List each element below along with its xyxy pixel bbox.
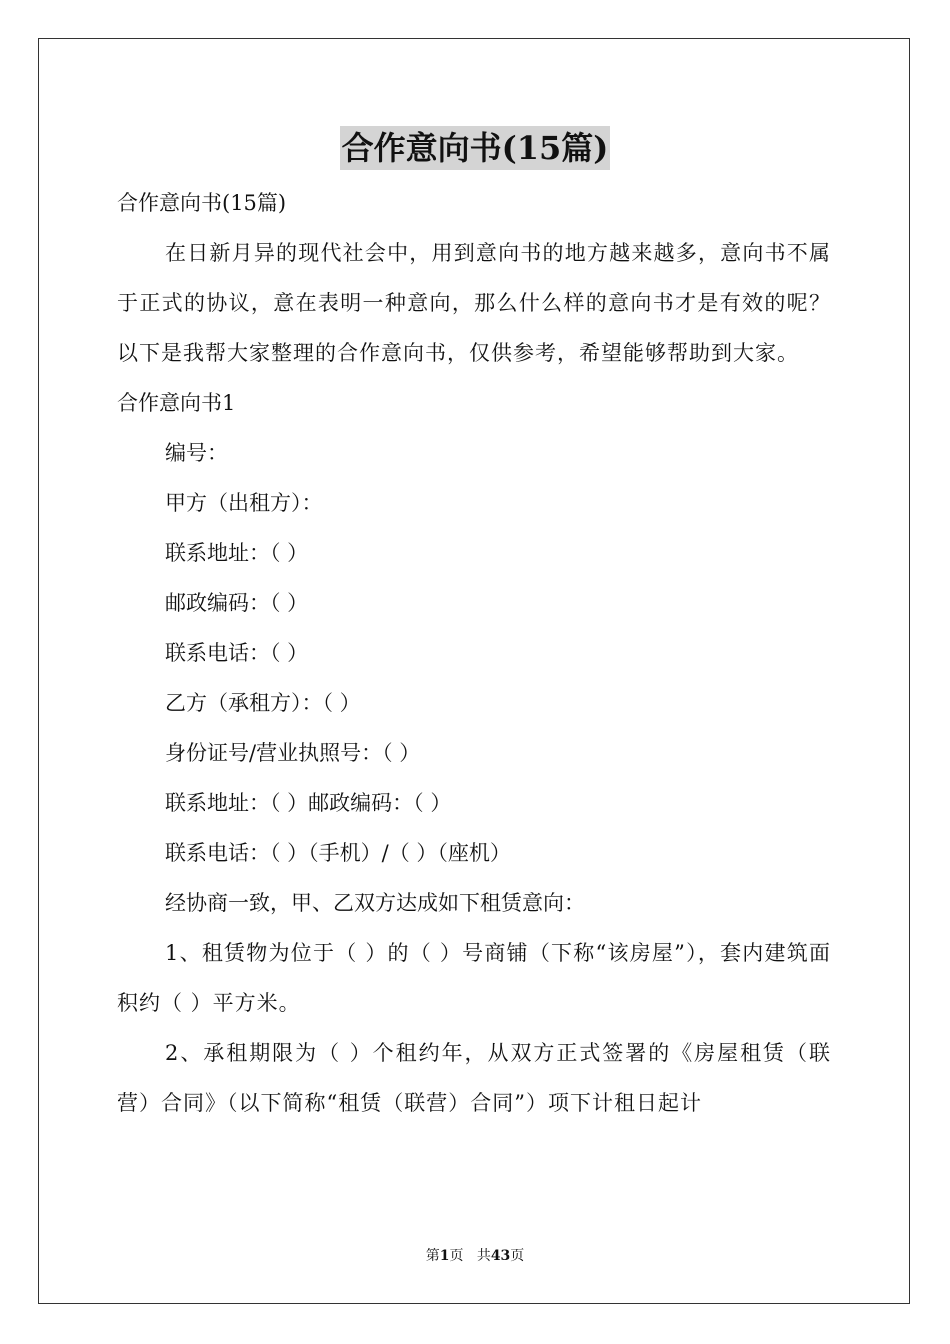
field-party-b: 乙方（承租方）：（ ） xyxy=(165,691,361,715)
agreement-statement: 经协商一致，甲、乙双方达成如下租赁意向： xyxy=(165,891,585,915)
total-suffix: 页 xyxy=(510,1248,525,1264)
field-a-postcode: 邮政编码：（ ） xyxy=(165,591,309,615)
title-area xyxy=(0,126,950,170)
field-b-address: 联系地址：（ ）邮政编码：（ ） xyxy=(165,791,452,815)
page-suffix: 页 xyxy=(449,1248,464,1264)
page-footer xyxy=(0,1246,950,1266)
section-heading: 合作意向书1 xyxy=(117,391,236,415)
intro-paragraph: 在日新月异的现代社会中，用到意向书的地方越来越多，意向书不属于正式的协议，意在表明一种意向，那么什么样的意向书才是有效的呢？以下是我帮大家整理的合作意向书，仅供参考，希望能够帮助到大家。 xyxy=(117,241,831,365)
field-b-phone: 联系电话：（ ）（手机）/（ ）（座机） xyxy=(165,841,511,865)
field-number: 编号： xyxy=(165,441,228,465)
document-body xyxy=(117,178,831,1128)
subtitle-line: 合作意向书(15篇) xyxy=(117,191,287,215)
field-a-address: 联系地址：（ ） xyxy=(165,541,309,565)
field-party-a: 甲方（出租方）： xyxy=(165,491,323,515)
total-pages: 43 xyxy=(490,1248,511,1264)
clause-1: 1、租赁物为位于（ ）的（ ）号商铺（下称“该房屋”），套内建筑面积约（ ）平方米。 xyxy=(117,941,831,1015)
clause-2: 2、承租期限为（ ）个租约年，从双方正式签署的《房屋租赁（联营）合同》（以下简称“租赁（联营）合同”）项下计租日起计 xyxy=(117,1041,831,1115)
field-a-phone: 联系电话：（ ） xyxy=(165,641,309,665)
total-prefix: 共 xyxy=(476,1248,491,1264)
document-title: 合作意向书(15篇) xyxy=(340,126,611,170)
field-b-id: 身份证号/营业执照号：（ ） xyxy=(165,741,421,765)
page-number: 1 xyxy=(439,1248,450,1264)
page-prefix: 第 xyxy=(425,1248,440,1264)
